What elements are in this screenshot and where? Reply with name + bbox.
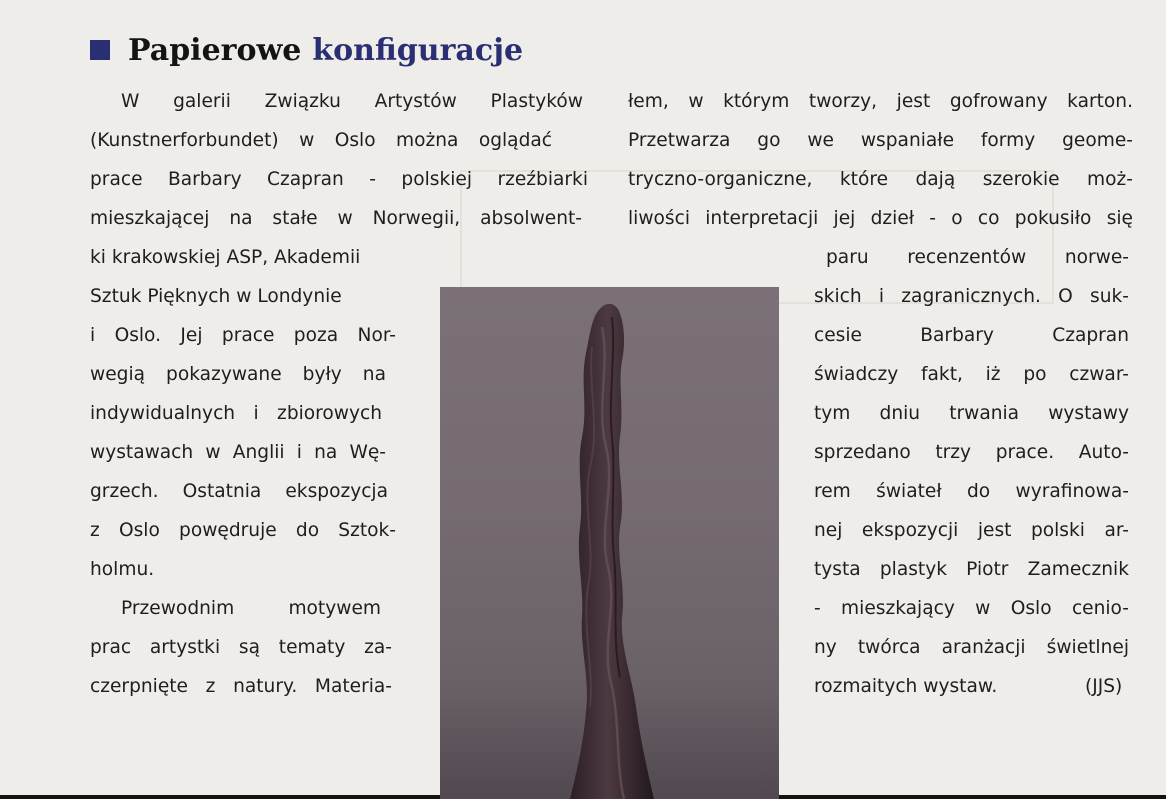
sculpture-photo (440, 287, 779, 799)
body-line: holmu. (90, 559, 155, 580)
body-line: świadczy fakt, iż po czwar- (814, 364, 1129, 385)
body-line: mieszkającej na stałe w Norwegii, absolwent- (90, 208, 582, 229)
body-line: czerpnięte z natury. Materia- (90, 676, 392, 697)
body-line: nej ekspozycji jest polski ar- (814, 520, 1129, 541)
body-line: łem, w którym tworzy, jest gofrowany karton. (628, 91, 1133, 112)
body-line: liwości interpretacji jej dzieł - o co pokusiło się (628, 208, 1133, 229)
body-line: skich i zagranicznych. O suk- (814, 286, 1129, 307)
cardboard-sculpture-image (440, 287, 779, 799)
body-line: grzech. Ostatnia ekspozycja (90, 481, 388, 502)
body-line: Przewodnim motywem (121, 598, 381, 619)
body-line: - mieszkający w Oslo cenio- (814, 598, 1129, 619)
heading-marker-square (90, 40, 110, 60)
body-line: Sztuk Pięknych w Londynie (90, 286, 342, 307)
body-line: tym dniu trwania wystawy (814, 403, 1129, 424)
heading-word-2: konfiguracje (312, 32, 524, 68)
body-line: ny twórca aranżacji świetlnej (814, 637, 1129, 658)
body-line: (Kunstnerforbundet) w Oslo można oglądać (90, 130, 552, 151)
body-line: z Oslo powędruje do Sztok- (90, 520, 396, 541)
body-line: tysta plastyk Piotr Zamecznik (814, 559, 1129, 580)
body-line: indywidualnych i zbiorowych (90, 403, 382, 424)
body-line: Przetwarza go we wspaniałe formy geome- (628, 130, 1133, 151)
body-line: paru recenzentów norwe- (826, 247, 1129, 268)
body-line: tryczno-organiczne, które dają szerokie moż- (628, 169, 1133, 190)
article-heading (90, 30, 523, 70)
body-line: rem świateł do wyrafinowa- (814, 481, 1129, 502)
body-line: rozmaitych wystaw. (814, 676, 998, 697)
body-line: prace Barbary Czapran - polskiej rzeźbiarki (90, 169, 588, 190)
body-line: ki krakowskiej ASP, Akademii (90, 247, 361, 268)
body-line: prac artystki są tematy za- (90, 637, 392, 658)
body-line: i Oslo. Jej prace poza Nor- (90, 325, 396, 346)
body-line: wegią pokazywane były na (90, 364, 386, 385)
body-line: cesie Barbary Czapran (814, 325, 1129, 346)
body-line: W galerii Związku Artystów Plastyków (121, 91, 583, 112)
author-signature: (JJS) (1085, 676, 1123, 697)
bleed-through-text (590, 0, 597, 22)
body-line: wystawach w Anglii i na Wę- (90, 442, 386, 463)
body-line: sprzedano trzy prace. Auto- (814, 442, 1129, 463)
heading-word-1: Papierowe (128, 32, 302, 68)
